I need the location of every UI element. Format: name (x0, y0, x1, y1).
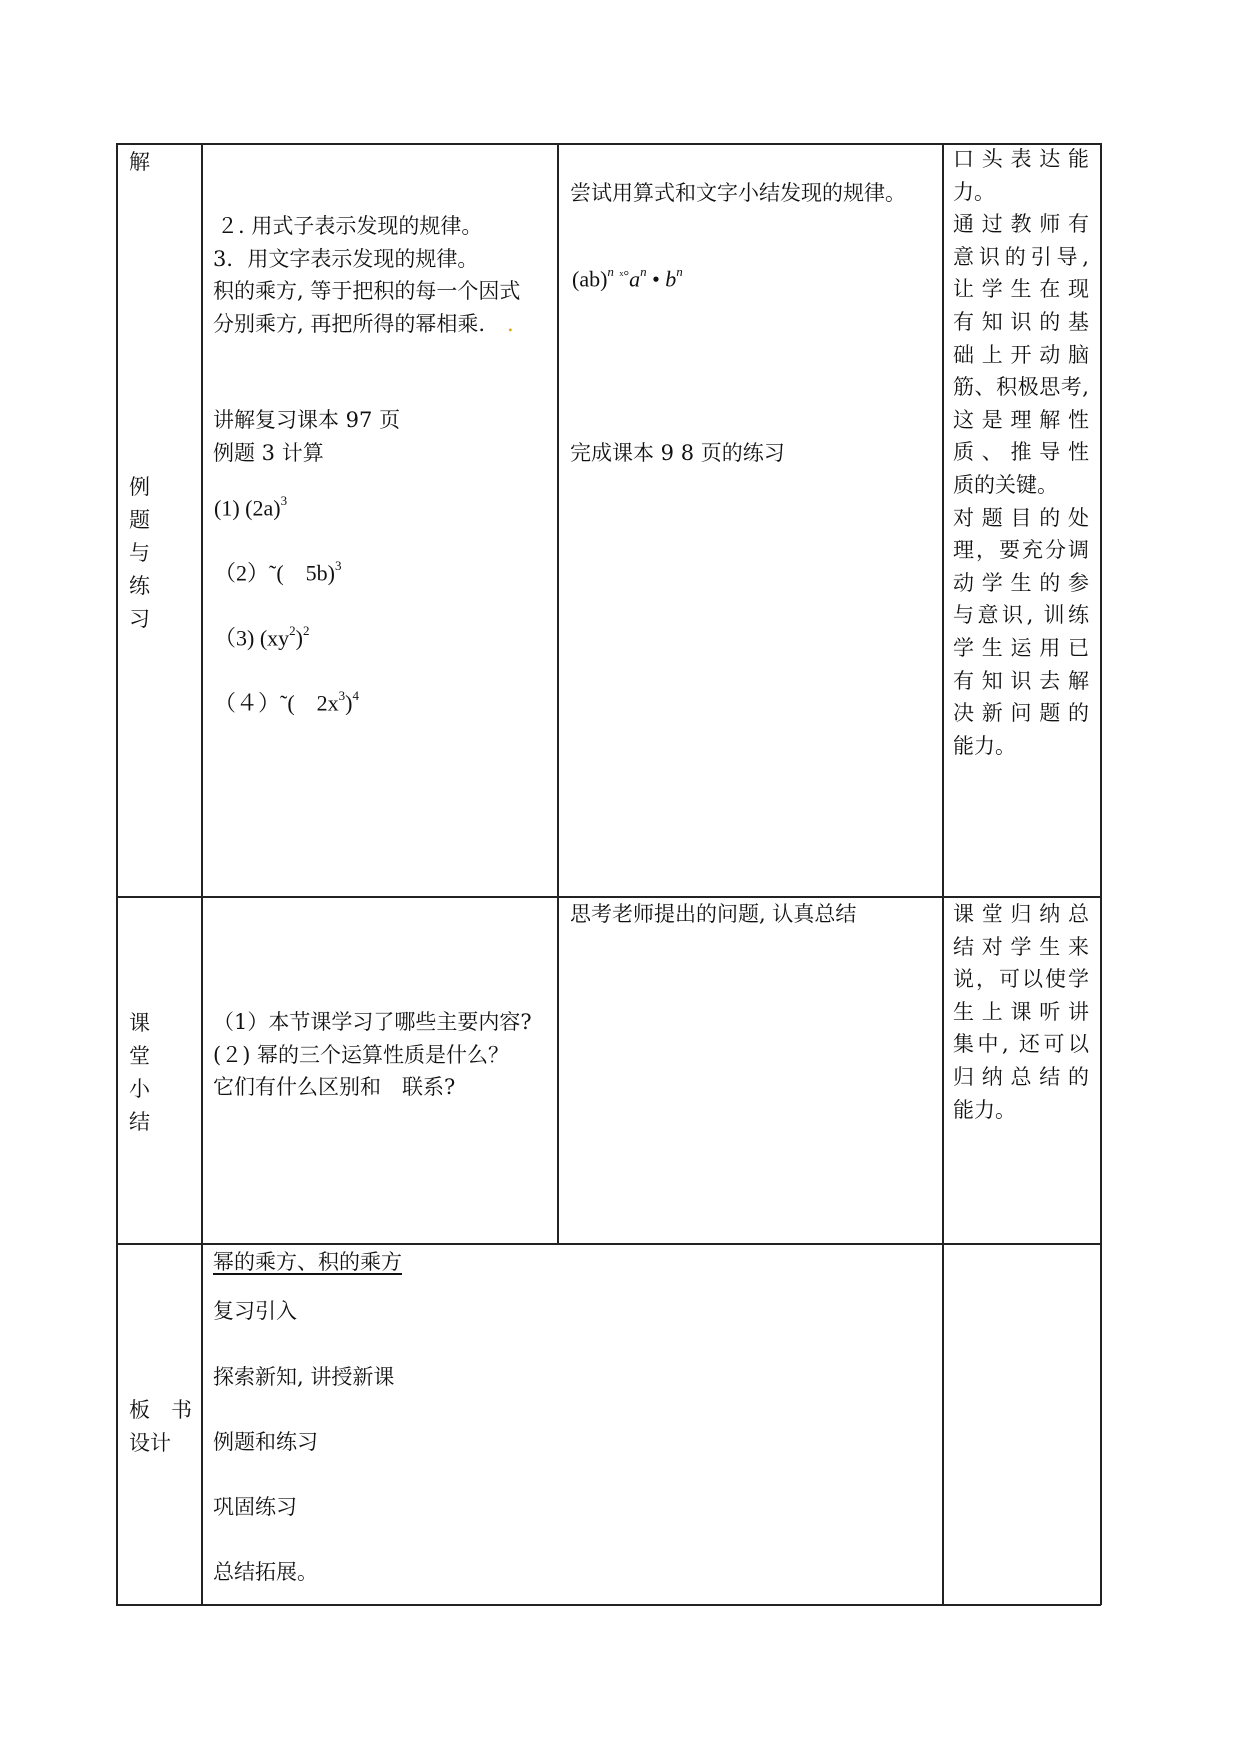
row-divider-2 (116, 1243, 1101, 1245)
row1-student-activity: 尝试用算式和文字小结发现的规律。 (570, 181, 906, 205)
row3-label: 板 书 设计 (129, 1398, 192, 1455)
column-divider-1 (201, 143, 203, 1605)
row1-design-intent: 口头表达能 力。 通过教师有 意识的引导, 让学生在现 有知识的基 础上开动脑 筋、积极思考, 这是理解性 质、推导性 质的关键。 对题目的处 理，要充分调 动学生的参 与意识, 训练 学生运用已 有知识去解 决新问题的 能力。 (953, 147, 1089, 758)
row2-student-activity: 思考老师提出的问题, 认真总结 (570, 902, 857, 926)
board-design (213, 1246, 913, 1606)
teacher-line: 积的乘方, 等于把积的每一个因式 (213, 279, 521, 303)
row1-label: 例 题 与 练 习 (129, 475, 150, 631)
row1-example-intro: 讲解复习课本 97 页 例题 3 计算 (213, 408, 401, 465)
mark: . (507, 311, 514, 336)
board-item: 总结拓展。 (213, 1560, 318, 1585)
row2-label: 课 堂 小 结 (129, 1011, 150, 1134)
row2-design-intent: 课堂归纳总 结对学生来 说，可以使学 生上课听讲 集中, 还可以 归纳总结的 能力。 (953, 902, 1089, 1122)
exercise-4: （４）˜( $2x^3)^4$ (214, 688, 359, 716)
rule-formula: (ab)$^n$ $^{ˣ^\circ}a^n$ • $b^n$ (572, 264, 683, 292)
table-border-left (116, 143, 118, 1605)
row1-practice: 完成课本 9 8 页的练习 (570, 441, 785, 465)
row1-teacher-activity (213, 210, 553, 340)
board-item: 探索新知, 讲授新课 (213, 1364, 395, 1389)
board-title: 幂的乘方、积的乘方 (213, 1250, 402, 1274)
board-item: 例题和练习 (213, 1429, 318, 1454)
column-divider-3 (942, 143, 944, 1605)
row2-teacher-questions: （1）本节课学习了哪些主要内容? (２) 幂的三个运算性质是什么？ 它们有什么区别和 联系? (213, 1010, 532, 1099)
exercise-3: （3) $(xy^2)^2$ (214, 623, 310, 651)
row1-label-top: 解 (129, 150, 150, 174)
table-border-right (1100, 143, 1102, 1605)
board-item: 巩固练习 (213, 1495, 297, 1520)
teacher-line: ２. 用式子表示发现的规律。 (217, 214, 483, 238)
teacher-line: 分别乘方, 再把所得的幂相乘. . (213, 311, 514, 336)
teacher-line: 3．用文字表示发现的规律。 (213, 246, 479, 271)
board-item: 复习引入 (213, 1299, 297, 1324)
exercise-1: (1) $(2a)^3$ (214, 493, 288, 521)
exercise-2: （2）˜( 5b)$^3$ (214, 558, 342, 586)
